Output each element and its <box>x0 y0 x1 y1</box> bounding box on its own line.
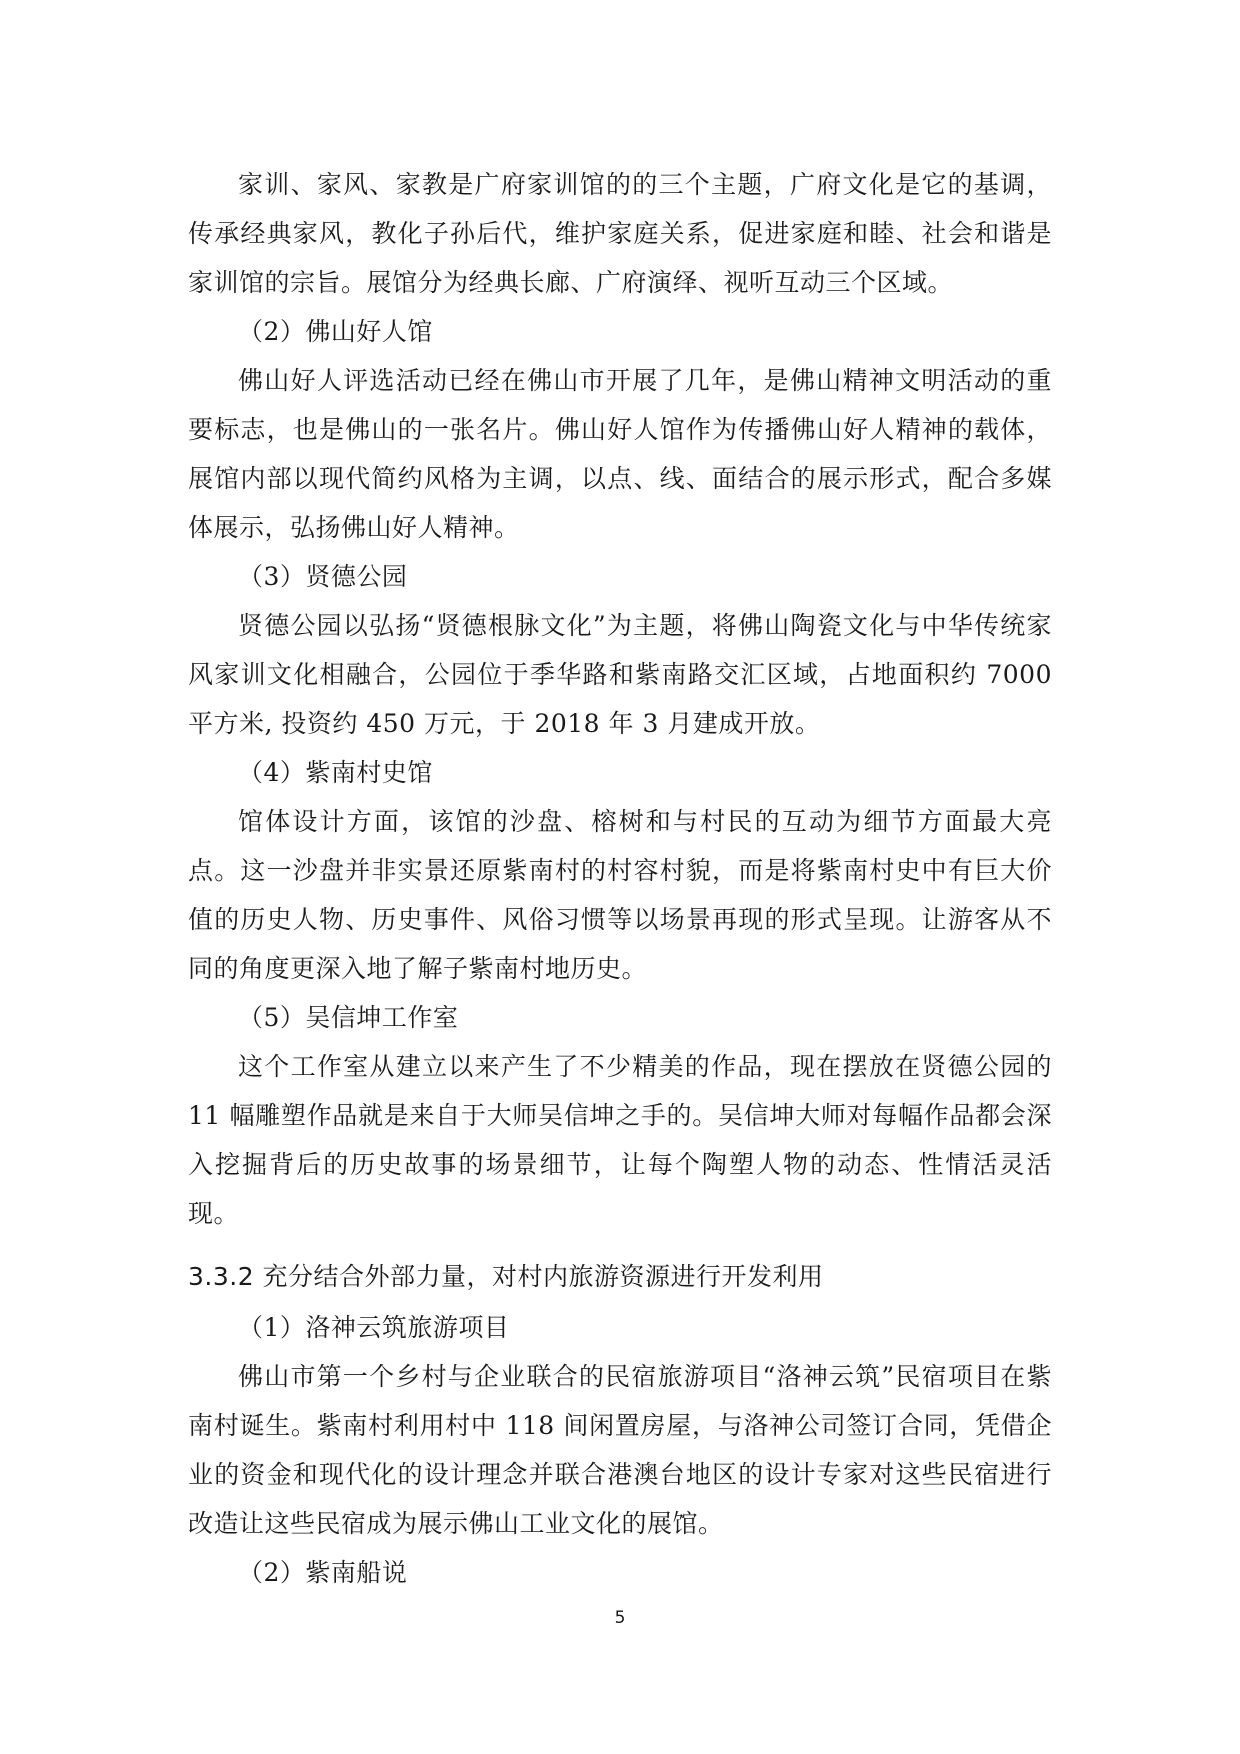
subheading-foshan-good-people-hall: （2）佛山好人馆 <box>238 317 433 346</box>
paragraph-zinan-village-history-hall: 馆体设计方面，该馆的沙盘、榕树和与村民的互动为细节方面最大亮点。这一沙盘并非实景还原紫南村的村容村貌，而是将紫南村史中有巨大价值的历史人物、历史事件、风俗习惯等以场景再现的形式呈现。让游客从不同的角度更深入地了解子紫南村地历史。 <box>188 807 1052 983</box>
subheading-zinan-chuanshuo: （2）紫南船说 <box>238 1558 408 1587</box>
page-number: 5 <box>614 1608 626 1628</box>
paragraph-luoshen-yunzhu-project: 佛山市第一个乡村与企业联合的民宿旅游项目“洛神云筑”民宿项目在紫南村诞生。紫南村利用村中 118 间闲置房屋，与洛神公司签订合同，凭借企业的资金和现代化的设计理念并联合港澳台地区的设计专家对这些民宿进行改造让这些民宿成为展示佛山工业文化的展馆。 <box>188 1362 1052 1538</box>
document-body <box>188 160 1052 1597</box>
section-heading-3-3-2: 3.3.2 充分结合外部力量，对村内旅游资源进行开发利用 <box>188 1262 824 1291</box>
paragraph-xiande-park: 贤德公园以弘扬“贤德根脉文化”为主题，将佛山陶瓷文化与中华传统家风家训文化相融合，公园位于季华路和紫南路交汇区域，占地面积约 7000 平方米, 投资约 450 万元，于 2018 年 3 月建成开放。 <box>188 611 1052 738</box>
paragraph-family-instruction-hall: 家训、家风、家教是广府家训馆的的三个主题，广府文化是它的基调，传承经典家风，教化子孙后代，维护家庭关系，促进家庭和睦、社会和谐是家训馆的宗旨。展馆分为经典长廊、广府演绎、视听互动三个区域。 <box>188 170 1052 297</box>
subheading-wu-xinkun-studio: （5）吴信坤工作室 <box>238 1003 459 1032</box>
subheading-luoshen-yunzhu-project: （1）洛神云筑旅游项目 <box>238 1313 510 1342</box>
subheading-zinan-village-history-hall: （4）紫南村史馆 <box>238 758 433 787</box>
paragraph-wu-xinkun-studio: 这个工作室从建立以来产生了不少精美的作品，现在摆放在贤德公园的 11 幅雕塑作品就是来自于大师吴信坤之手的。吴信坤大师对每幅作品都会深入挖掘背后的历史故事的场景细节，让每个陶塑人物的动态、性情活灵活现。 <box>188 1052 1052 1228</box>
paragraph-foshan-good-people-hall: 佛山好人评选活动已经在佛山市开展了几年，是佛山精神文明活动的重要标志，也是佛山的一张名片。佛山好人馆作为传播佛山好人精神的载体，展馆内部以现代简约风格为主调，以点、线、面结合的展示形式，配合多媒体展示，弘扬佛山好人精神。 <box>188 366 1052 542</box>
subheading-xiande-park: （3）贤德公园 <box>238 562 408 591</box>
